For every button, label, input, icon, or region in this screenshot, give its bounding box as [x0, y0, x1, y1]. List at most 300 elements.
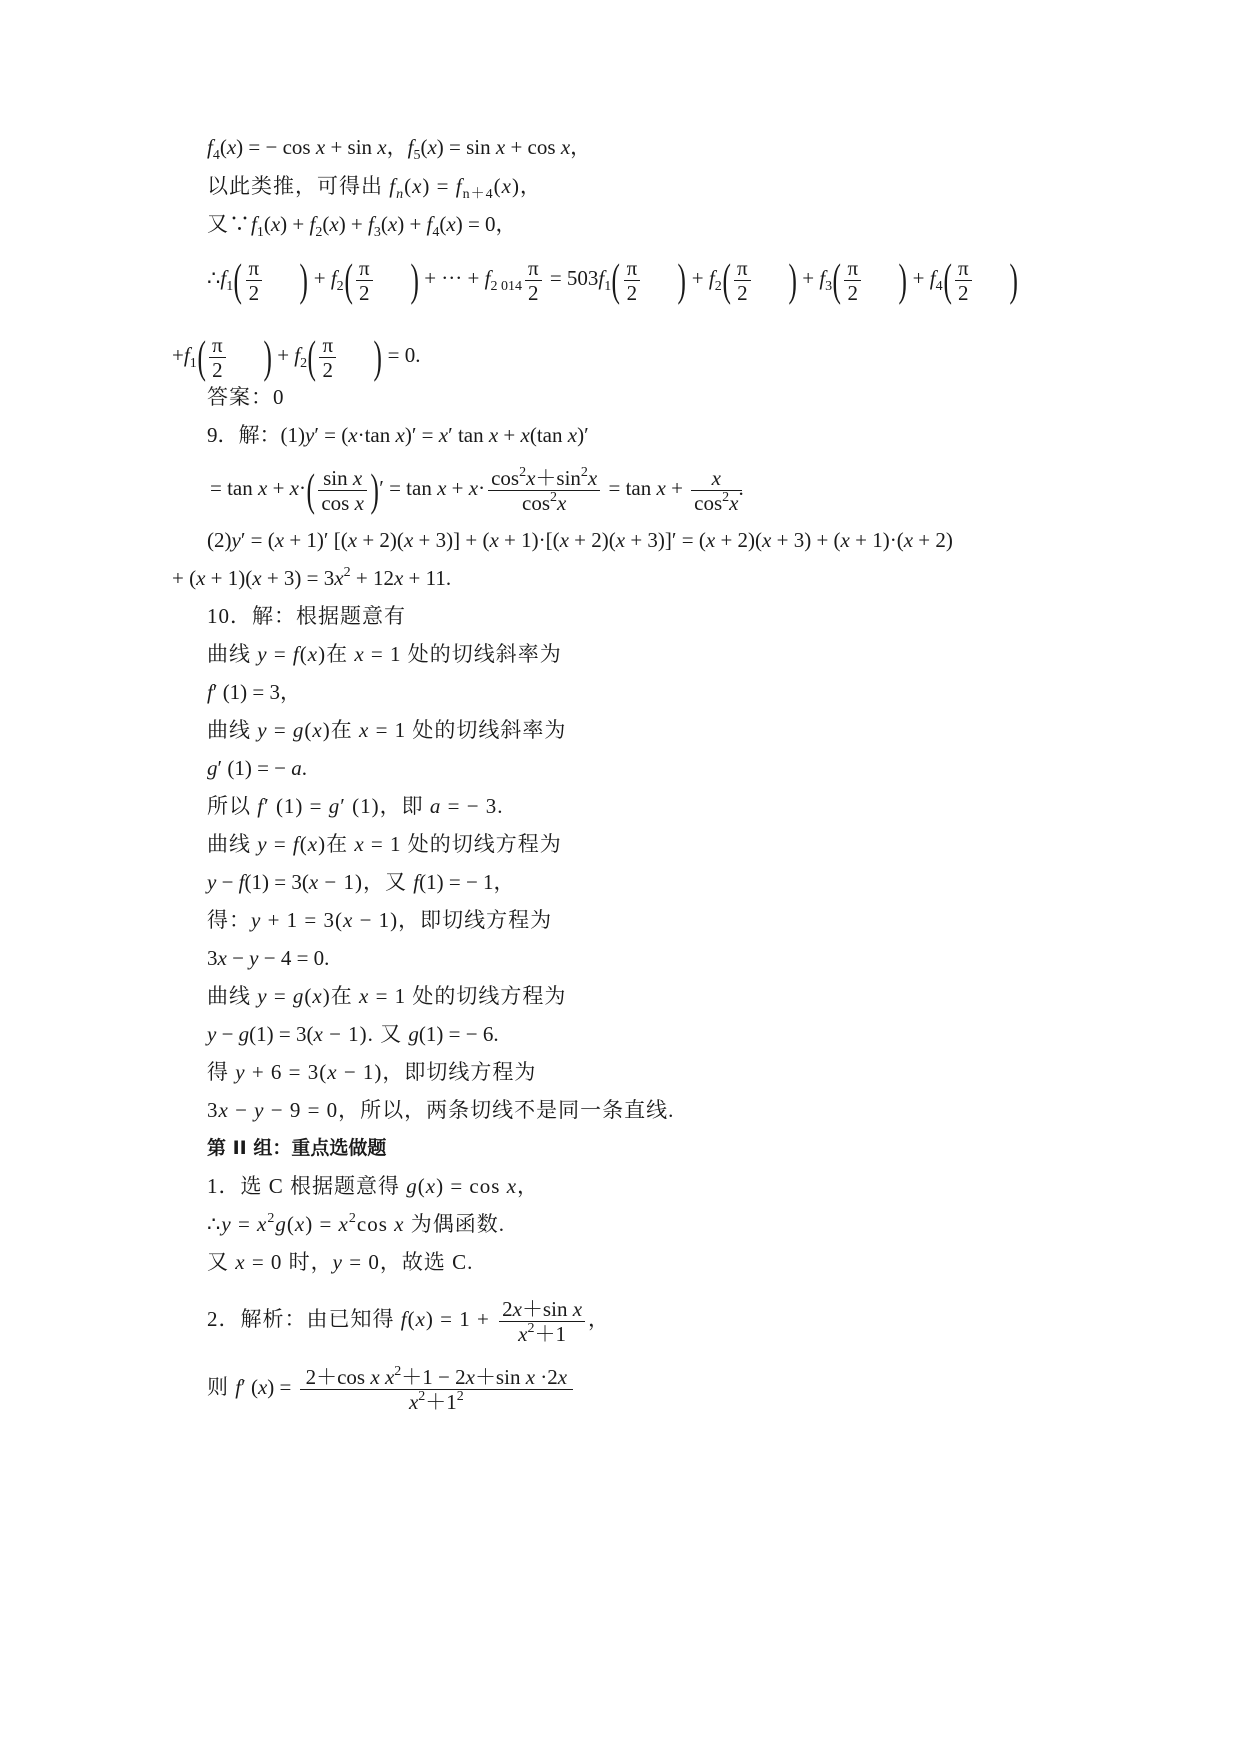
t: ＋1 [534, 1321, 566, 1346]
t: x [384, 1364, 395, 1389]
t: · [478, 476, 486, 500]
t: + [277, 343, 290, 367]
line-sum-continued [172, 332, 421, 382]
q9-part2-line2 [172, 564, 451, 592]
t: x [572, 1296, 583, 1321]
t: cos [491, 465, 520, 490]
t: − [216, 1022, 239, 1046]
t: (tan [529, 423, 568, 447]
t: − [226, 946, 250, 970]
t: n＋4 [462, 187, 494, 202]
t: y [254, 1098, 265, 1122]
t: ) + [280, 212, 310, 236]
t: x [408, 1389, 419, 1414]
t: + 1)·( [849, 528, 904, 552]
t: 5 [413, 148, 421, 163]
t: = [267, 642, 293, 666]
t: ( [304, 718, 313, 742]
t: 第 II 组：重点选做题 [207, 1137, 387, 1159]
t: + 6 = 3( [245, 1060, 328, 1084]
t: y [257, 642, 268, 666]
fraction-f [499, 1297, 585, 1346]
t: y [221, 1212, 232, 1236]
t: x [394, 1212, 405, 1236]
g2-q1-line2 [207, 1210, 505, 1238]
t: ′ (1)，即 [340, 794, 430, 818]
t: π [246, 256, 263, 281]
answer-line [207, 383, 285, 411]
t: )在 [322, 718, 359, 742]
t: ( [299, 832, 308, 856]
t: ) = cos [436, 1174, 507, 1198]
t: 又 [207, 1250, 236, 1274]
t: 所以 [207, 794, 258, 818]
t: x [359, 984, 370, 1008]
t: x [512, 1296, 522, 1321]
t: x [307, 642, 319, 666]
t: x [425, 1174, 437, 1198]
t: 3 [373, 225, 381, 240]
t: g [292, 718, 305, 742]
t: x [567, 423, 578, 447]
t: ( [263, 212, 271, 236]
t: x [289, 476, 299, 500]
t: x [903, 528, 914, 552]
t: 曲线 [207, 642, 258, 666]
line-f4-f5 [207, 133, 591, 161]
t: x [308, 870, 319, 894]
right-paren: ) [370, 464, 379, 516]
t: x [518, 1321, 528, 1346]
t: ( [407, 1307, 416, 1331]
g2-q1-line3 [207, 1248, 473, 1276]
left-paren: ( [197, 331, 206, 383]
t: x [334, 566, 344, 590]
t: x [525, 1364, 536, 1389]
t: g [292, 984, 305, 1008]
t: ， [570, 135, 592, 159]
t: f [251, 212, 257, 236]
q10-line-f-tangent [207, 830, 562, 858]
t: f [309, 212, 316, 236]
t: x [840, 528, 850, 552]
pi-over-2 [356, 256, 373, 305]
t: f [257, 794, 265, 818]
t: x [217, 946, 227, 970]
t: π [844, 256, 861, 281]
t: + 3) = 3 [261, 566, 335, 590]
t: f [819, 266, 826, 290]
t: x [488, 423, 499, 447]
t: ＋sin [474, 1364, 526, 1389]
t: 2 [714, 279, 722, 294]
t: f [389, 174, 397, 198]
t: x [343, 908, 354, 932]
t: g [207, 756, 218, 780]
t: = [231, 1212, 258, 1236]
t: x [354, 832, 365, 856]
t: a [291, 756, 302, 780]
t: (1) = − 6. [418, 1022, 499, 1046]
left-paren: ( [722, 254, 731, 306]
cos2-plus-sin2-over-cos2 [488, 466, 600, 515]
section-heading-group-2 [207, 1134, 386, 1162]
right-paren: ) [1008, 254, 1018, 306]
t: x [427, 135, 437, 159]
t: y [332, 1250, 343, 1274]
x-over-cos2 [691, 466, 741, 515]
t: (2) [207, 528, 232, 552]
q10-f-result [207, 906, 552, 934]
t: x [312, 984, 323, 1008]
pi-over-2 [209, 333, 226, 382]
t: 2 [737, 280, 748, 305]
t: = 1 处的切线斜率为 [369, 718, 567, 742]
t: n [396, 187, 405, 202]
t: π [209, 333, 226, 358]
t: cos [321, 490, 355, 515]
t: ＋1 [425, 1389, 457, 1414]
t: ( [420, 135, 428, 159]
left-paren: ( [306, 464, 315, 516]
t: ) = [422, 174, 456, 198]
t: x [587, 465, 598, 490]
t: 2 [336, 279, 344, 294]
t: ′ tan [448, 423, 489, 447]
q10-heading [207, 602, 406, 630]
t: x [495, 135, 506, 159]
t: ) = sin [436, 135, 496, 159]
t: ′ (1) = [264, 794, 329, 818]
t: 3 [825, 279, 833, 294]
t: f [400, 1307, 408, 1331]
t: f [220, 266, 227, 290]
t: x [393, 566, 404, 590]
t: )在 [318, 642, 355, 666]
t: ′ (1) = − [217, 756, 292, 780]
t: 答案：0 [207, 385, 285, 409]
pi-over-2 [246, 256, 263, 305]
t: ＋sin [535, 465, 581, 490]
t: 2．解析：由已知得 [207, 1307, 401, 1331]
t: + [498, 423, 521, 447]
t: x [226, 135, 237, 159]
t: 1 [256, 225, 264, 240]
t: = [267, 718, 293, 742]
q9-part1-line2 [210, 463, 744, 515]
t: x [329, 212, 339, 236]
t: + 12 [350, 566, 394, 590]
pi-over-2 [319, 333, 336, 382]
right-paren: ) [299, 254, 309, 306]
t: sin [323, 465, 353, 490]
pi-over-2 [734, 256, 751, 305]
right-paren: ) [898, 254, 907, 306]
t: = tan [210, 476, 258, 500]
t: ＋1 − 2 [401, 1364, 466, 1389]
t: x [526, 465, 536, 490]
t: π [624, 256, 641, 281]
t: f [407, 135, 414, 159]
t: y [257, 718, 268, 742]
t: x [352, 465, 363, 490]
t: x [656, 476, 666, 500]
t: x [270, 212, 281, 236]
q9-part2-line1 [207, 526, 953, 554]
t: − 9 = 0，所以，两条切线不是同一条直线. [264, 1098, 675, 1122]
t: x [327, 1060, 338, 1084]
t: y [207, 1022, 217, 1046]
t: π [356, 256, 373, 281]
t: g [328, 794, 341, 818]
pi-over-2 [624, 256, 641, 305]
t: − 1)，即切线方程为 [337, 1060, 537, 1084]
t: x [257, 1212, 268, 1236]
q10-a-value [207, 792, 504, 820]
t: 2 014 [490, 279, 522, 294]
t: π [955, 256, 972, 281]
t: = 1 处的切线方程为 [369, 984, 567, 1008]
left-paren: ( [611, 254, 621, 306]
left-paren: ( [307, 331, 317, 383]
t: 4 [432, 225, 440, 240]
sin-over-cos [318, 466, 367, 515]
t: x [506, 1174, 518, 1198]
t: 2 [502, 1296, 513, 1321]
t: ( [439, 212, 447, 236]
t: f [207, 680, 213, 704]
t: x [354, 490, 364, 515]
t: + 11. [403, 566, 452, 590]
t: (1) = − 1， [419, 870, 515, 894]
t: a [429, 794, 442, 818]
t: f [292, 832, 300, 856]
t: 1 [189, 356, 197, 371]
t: + [691, 266, 704, 290]
t: + [665, 476, 689, 500]
t: 2 [580, 464, 588, 480]
t: − [216, 870, 239, 894]
t: 1．选 C 根据题意得 [207, 1174, 407, 1198]
t: f [368, 212, 374, 236]
right-paren: ) [263, 331, 272, 383]
t: = 0，故选 C. [343, 1250, 474, 1274]
t: + [446, 476, 469, 500]
t: x [312, 718, 323, 742]
t: 得 [207, 1060, 236, 1084]
t: x [711, 465, 721, 490]
t: + ( [172, 566, 197, 590]
t: ， [517, 1174, 540, 1198]
line-sum-zero [207, 210, 517, 238]
t: + 1)( [205, 566, 253, 590]
left-paren: ( [233, 254, 243, 306]
t: 2 [315, 225, 323, 240]
q10-f-tangent-equation [207, 944, 329, 972]
t: y [251, 908, 262, 932]
t: 4 [212, 148, 220, 163]
t: 2 [300, 356, 308, 371]
t: f [238, 870, 245, 894]
line-sum-pi-over-2 [207, 255, 1018, 305]
pi-over-2 [844, 256, 861, 305]
t: x [615, 528, 626, 552]
t: f [235, 1375, 242, 1399]
right-paren: ) [410, 254, 419, 306]
t: x [705, 528, 716, 552]
t: f [426, 212, 433, 236]
t: 2 [528, 280, 539, 305]
t: + 2)( [715, 528, 763, 552]
q10-f-point-slope [207, 868, 515, 896]
t: + 2)( [568, 528, 616, 552]
t: cos [356, 1212, 395, 1236]
t: + sin [325, 135, 378, 159]
t: ′ = ( [240, 528, 275, 552]
t: 2 [359, 280, 370, 305]
q10-f-prime-1 [207, 678, 301, 706]
t: 9．解：(1) [207, 423, 305, 447]
t: ∴ [207, 266, 221, 290]
t: cos [522, 490, 550, 515]
t: + 3) + ( [771, 528, 841, 552]
t: ， [386, 135, 408, 159]
t: x [313, 1022, 323, 1046]
t: + 3)] + ( [413, 528, 490, 552]
t: f [929, 266, 936, 290]
t: 以此类推，可得出 [207, 174, 390, 198]
t: x [557, 490, 567, 515]
t: x [437, 476, 447, 500]
t: + [172, 343, 184, 367]
t: + [313, 266, 326, 290]
t: (1) = 3( [249, 1022, 314, 1046]
t: )′ = [404, 423, 439, 447]
right-paren: ) [373, 331, 382, 383]
t: ( [219, 135, 227, 159]
t: 曲线 [207, 718, 258, 742]
t: ) = [305, 1212, 339, 1236]
t: = 1 处的切线斜率为 [364, 642, 562, 666]
t: ) = 1 + [425, 1307, 497, 1331]
t: 2 [550, 489, 557, 505]
t: ( [304, 984, 313, 1008]
t: + [802, 266, 815, 290]
t: · [299, 476, 306, 500]
t: x [557, 1364, 568, 1389]
t: x [489, 528, 499, 552]
t: x [415, 1307, 426, 1331]
fraction-f-prime [300, 1365, 574, 1414]
t: 2 [248, 280, 260, 305]
t: x [395, 423, 405, 447]
t: ) + [397, 212, 427, 236]
t: x [403, 528, 414, 552]
t: y [257, 832, 268, 856]
t: ′ = tan [379, 476, 438, 500]
left-paren: ( [943, 254, 952, 306]
t: 2 [394, 1363, 402, 1379]
t: )′ [577, 423, 589, 447]
t: )在 [318, 832, 355, 856]
t: = [267, 832, 293, 856]
t: x [729, 490, 739, 515]
t: π [319, 333, 336, 358]
t: + 3)]′ = ( [625, 528, 706, 552]
t: 2 [343, 565, 351, 580]
t: ·2 [535, 1364, 558, 1389]
t: f [455, 174, 463, 198]
t: 3 [207, 1098, 219, 1122]
t: = 503 [549, 266, 599, 290]
t: y [249, 946, 259, 970]
t: x [338, 1212, 349, 1236]
t: + 1 = 3( [261, 908, 344, 932]
t: 曲线 [207, 832, 258, 856]
left-paren: ( [344, 254, 353, 306]
t: )在 [322, 984, 359, 1008]
t: x [348, 423, 358, 447]
t: f [708, 266, 715, 290]
q10-g-result [207, 1058, 536, 1086]
t: ＋sin [521, 1296, 573, 1321]
left-paren: ( [832, 254, 842, 306]
pi-over-2 [525, 256, 542, 305]
t: ) = − cos [236, 135, 316, 159]
q10-line-f-slope [207, 640, 562, 668]
g2-q2-line2 [207, 1356, 576, 1418]
t: 2 [418, 1388, 426, 1404]
t: x [520, 423, 530, 447]
t: + 1)·[( [498, 528, 560, 552]
t: 2 [527, 1320, 535, 1336]
t: x [196, 566, 206, 590]
t: x [560, 135, 571, 159]
t: ) + [338, 212, 369, 236]
t: g [275, 1212, 287, 1236]
t: 2 [722, 489, 730, 505]
t: cos [694, 490, 723, 515]
q10-line-g-tangent [207, 982, 566, 1010]
t: y [257, 984, 268, 1008]
t: x [359, 718, 370, 742]
t: y [207, 870, 217, 894]
t: 得： [207, 908, 251, 932]
t: ) = [267, 1375, 297, 1399]
t: ( [417, 1174, 426, 1198]
t: ′ (1) = 3， [212, 680, 302, 704]
q10-conclusion [207, 1096, 674, 1124]
t: x [235, 1250, 246, 1274]
t: + [912, 266, 925, 290]
t: = 0. [387, 343, 421, 367]
t: ′ = ( [314, 423, 349, 447]
t: = [267, 984, 293, 1008]
t: x [274, 528, 285, 552]
t: x [438, 423, 449, 447]
t: + 2) [913, 528, 953, 552]
t: + 1)′ [( [284, 528, 348, 552]
t: ( [322, 212, 330, 236]
t: − 4 = 0. [258, 946, 330, 970]
g2-q2-line1 [207, 1290, 610, 1348]
t: 2＋cos [305, 1364, 371, 1389]
q9-part1-line1 [207, 421, 589, 449]
t: f [294, 343, 301, 367]
t: x [257, 1375, 268, 1399]
t: 2 [626, 280, 638, 305]
t: (1) = 3( [244, 870, 309, 894]
